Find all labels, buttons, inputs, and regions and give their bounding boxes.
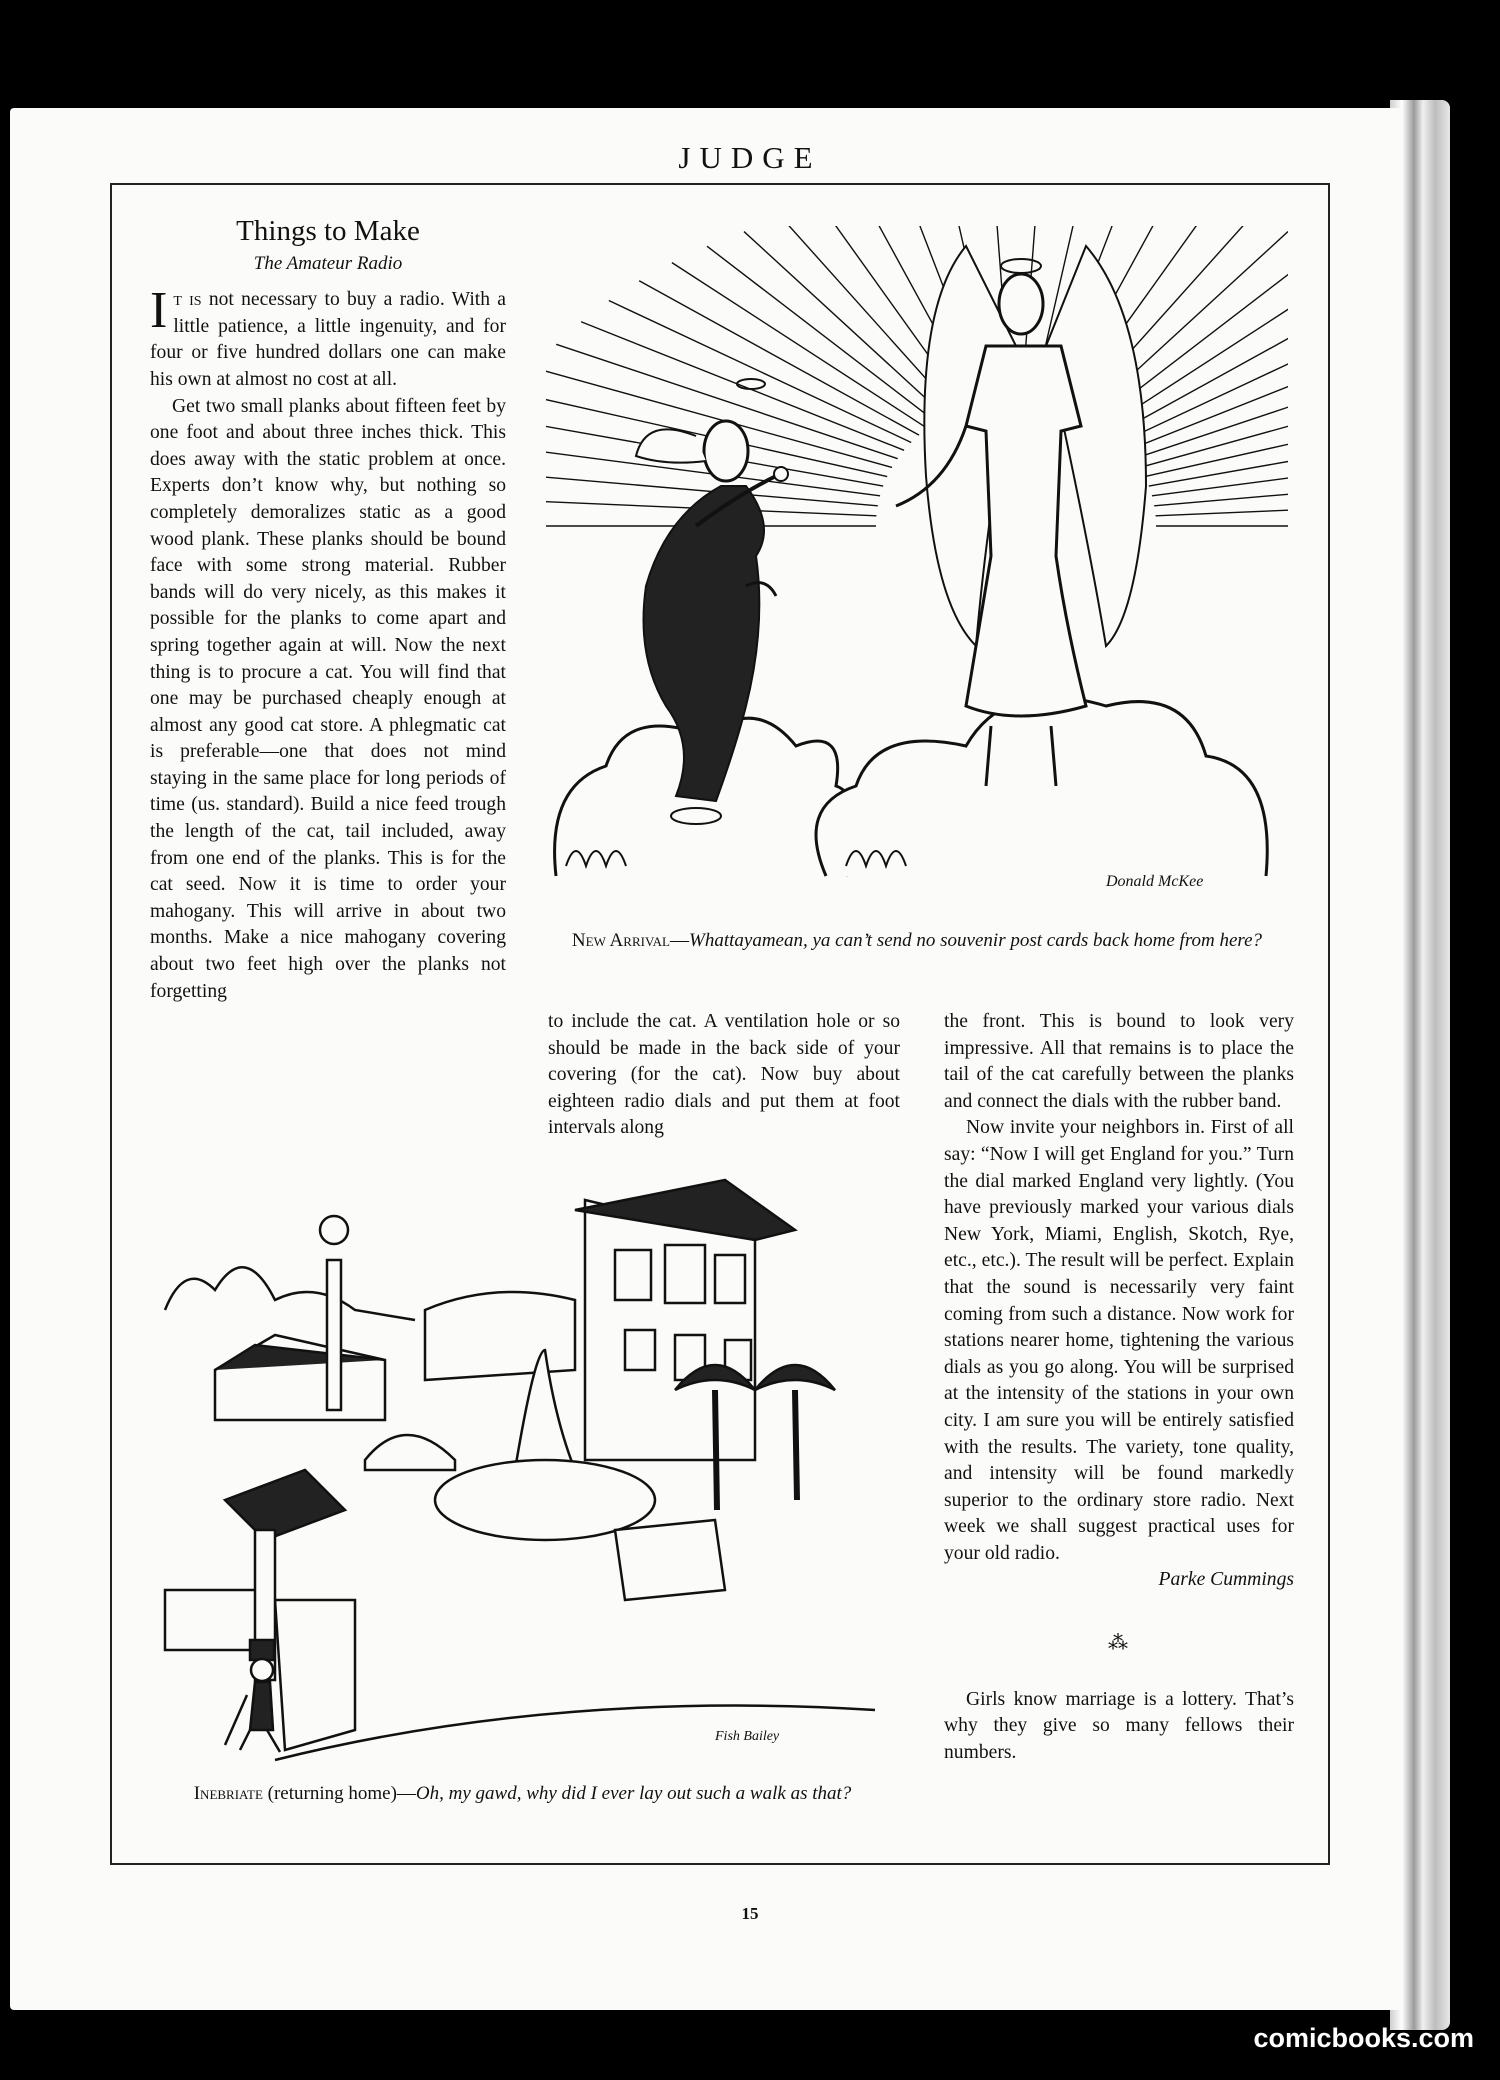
light-ray xyxy=(707,246,936,422)
cartoon-mansion-illustration xyxy=(155,1170,890,1770)
site-watermark: comicbooks.com xyxy=(1253,2023,1474,2053)
light-ray xyxy=(1156,499,1288,516)
caption-dash: — xyxy=(396,1783,416,1804)
light-ray xyxy=(1154,471,1288,505)
article-paragraph xyxy=(150,282,506,393)
caption-dash: — xyxy=(670,930,689,951)
article-title: Things to Make xyxy=(236,215,420,247)
light-ray xyxy=(1134,344,1288,458)
article-subtitle: The Amateur Radio xyxy=(253,252,403,274)
article-paragraph: Get two small planks about fifteen feet by one foot and about three inches thick. This does away with the static problem at once. Experts don’t know why, but nothing so completely demoralizes static as a good wood plank. These planks should be bound face with some strong material. Rubber bands will do very nicely, as this makes it possible for the planks to come apart and spring together again at will. Now the next thing is to procure a cat. You will find that one may be purchased cheaply enough at almost any good cat store. A phlegmatic cat is preferable—one that does not mind staying in the same place for long periods of time (us. standard). Build a nice feed trough the length of the cat, tail included, away from one end of the planks. This is for the cat seed. Now it is time to order your mahogany. This will arrive in about two months. Make a nice mahogany covering about two feet high over the planks not forgetting xyxy=(150,395,506,1002)
light-ray xyxy=(1128,322,1288,451)
cartoon-caption-inebriate xyxy=(155,1781,890,1806)
joke-paragraph: Girls know marriage is a lottery. That’s why they give so many fellows their numbers. xyxy=(944,1688,1294,1763)
caption-dialogue: Whattayamean, ya can’t send no souvenir post cards back home from here? xyxy=(689,930,1263,951)
lead-words: t is xyxy=(173,289,202,311)
article-paragraph: Now invite your neighbors in. First of all say: “Now I will get England for you.” Turn the dial marked England very lightly. (You have previously marked your various dials New York, Miami, English, Skotch, Rye, etc., etc.). The result will be perfect. Explain that the sound is necessarily very faint coming from such a distance. Now work for stations nearer home, tightening the various dials as you go along. You will be surprised at the intensity of the stations in your own city. I am sure you will be entirely satisfied with the results. The variety, tone quality, and intensity will be found markedly superior to the ordinary store radio. Next week we shall suggest practical uses for your old radio. xyxy=(944,1117,1294,1564)
caption-speaker: New Arrival xyxy=(571,930,670,951)
article-column-1 xyxy=(150,215,506,1005)
lead-text: not necessary to buy a radio. With a little patience, a little ingenuity, and for four or five hundred dollars one can make his own at almost no cost at all. xyxy=(150,289,506,390)
running-head: JUDGE xyxy=(678,140,822,175)
caption-speaker: Inebriate xyxy=(193,1783,263,1804)
caption-stage-direction: (returning home) xyxy=(262,1783,397,1804)
article-column-3 xyxy=(944,1009,1294,1766)
cartoon-signature: Fish Bailey xyxy=(715,1729,780,1744)
section-ornament: ⁂ xyxy=(1108,1632,1130,1655)
article-author: Parke Cummings xyxy=(1158,1569,1294,1591)
drop-cap: I xyxy=(150,282,168,340)
cartoon-angels-illustration xyxy=(546,226,1288,916)
caption-dialogue: Oh, my gawd, why did I ever lay out such a walk as that? xyxy=(415,1783,852,1804)
article-paragraph: to include the cat. A ventilation hole or so should be made in the back side of your covering (for the cat). Now buy about eighteen radio dials and put them at foot intervals along xyxy=(548,1011,900,1139)
light-ray xyxy=(672,263,928,429)
light-ray xyxy=(609,301,911,443)
page-number: 15 xyxy=(741,1904,759,1923)
cartoon-signature: Donald McKee xyxy=(1106,873,1204,890)
article-column-2 xyxy=(548,1009,900,1142)
light-ray xyxy=(639,281,919,435)
light-ray xyxy=(744,232,946,417)
cartoon-caption-new-arrival xyxy=(546,928,1288,953)
article-paragraph: the front. This is bound to look very impressive. All that remains is to place the tail of the cat carefully between the planks and connect the dials with the rubber band. xyxy=(944,1011,1294,1112)
light-ray xyxy=(1121,301,1288,443)
light-ray xyxy=(1149,418,1288,486)
light-ray xyxy=(1140,368,1288,467)
